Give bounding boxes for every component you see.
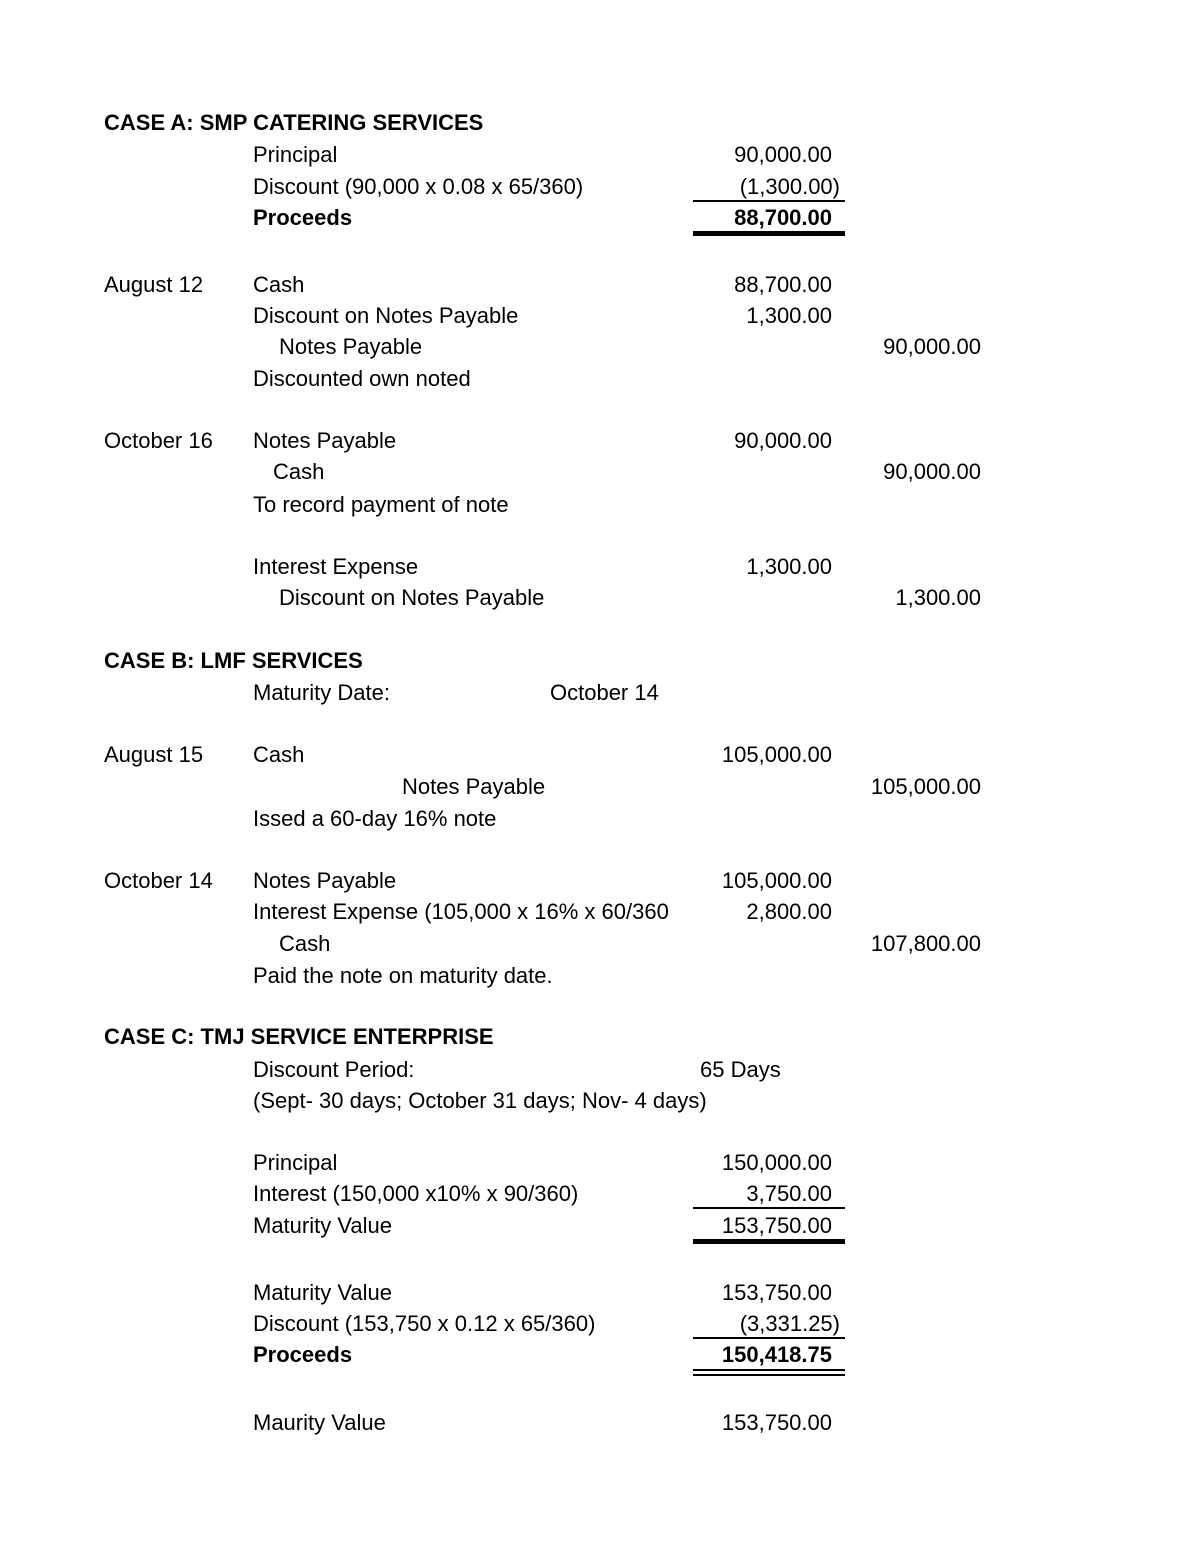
interest-label: Interest (150,000 x10% x 90/360) — [253, 1181, 579, 1206]
debit-amount: 88,700.00 — [734, 272, 832, 297]
maturity-value: 153,750.00 — [721, 1213, 832, 1238]
credit-amount: 1,300.00 — [895, 585, 981, 610]
discount-label: Discount (153,750 x 0.12 x 65/360) — [253, 1311, 596, 1336]
interest-value: 3,750.00 — [746, 1181, 832, 1206]
account-label: Notes Payable — [253, 868, 397, 893]
principal-value: 90,000.00 — [734, 142, 832, 167]
discount-label: Discount (90,000 x 0.08 x 65/360) — [253, 174, 584, 199]
underline-double-top — [693, 1369, 845, 1371]
account-label: Cash — [273, 459, 325, 484]
credit-amount: 107,800.00 — [870, 931, 981, 956]
debit-amount: 1,300.00 — [746, 554, 832, 579]
account-label: Notes Payable — [253, 428, 397, 453]
underline-single — [693, 1207, 845, 1209]
account-label: Discount on Notes Payable — [253, 303, 519, 328]
underline-double-bottom — [693, 1374, 845, 1376]
discount-period-value: 65 Days — [700, 1057, 781, 1082]
entry-memo: Discounted own noted — [253, 366, 471, 391]
entry-date: October 16 — [104, 428, 213, 453]
maturity-date-label: Maturity Date: — [253, 680, 390, 705]
underline-thick — [693, 231, 845, 236]
account-label: Notes Payable — [279, 334, 423, 359]
proceeds-label: Proceeds — [253, 1342, 353, 1367]
credit-amount: 90,000.00 — [883, 459, 981, 484]
discount-value: (3,331.25) — [739, 1311, 840, 1336]
maturity-value-label: Maturity Value — [253, 1280, 392, 1305]
debit-amount: 90,000.00 — [734, 428, 832, 453]
discount-value: (1,300.00) — [739, 174, 840, 199]
case-a-heading: CASE A: SMP CATERING SERVICES — [104, 110, 484, 135]
account-label: Interest Expense (105,000 x 16% x 60/360 — [253, 899, 669, 924]
credit-amount: 105,000.00 — [870, 774, 981, 799]
principal-value: 150,000.00 — [721, 1150, 832, 1175]
maturity-value-label: Maturity Value — [253, 1213, 392, 1238]
case-b-heading: CASE B: LMF SERVICES — [104, 648, 363, 673]
discount-period-label: Discount Period: — [253, 1057, 415, 1082]
proceeds-label: Proceeds — [253, 205, 353, 230]
entry-date: August 15 — [104, 742, 204, 767]
discount-period-note: (Sept- 30 days; October 31 days; Nov- 4 days) — [253, 1088, 707, 1113]
account-label: Cash — [279, 931, 331, 956]
principal-label: Principal — [253, 142, 338, 167]
debit-amount: 105,000.00 — [721, 742, 832, 767]
maturity-value: 153,750.00 — [721, 1410, 832, 1435]
underline-single — [693, 1337, 845, 1339]
maturity-value: 153,750.00 — [721, 1280, 832, 1305]
credit-amount: 90,000.00 — [883, 334, 981, 359]
principal-label: Principal — [253, 1150, 338, 1175]
maturity-value-label: Maurity Value — [253, 1410, 386, 1435]
debit-amount: 1,300.00 — [746, 303, 832, 328]
debit-amount: 105,000.00 — [721, 868, 832, 893]
account-label: Discount on Notes Payable — [279, 585, 545, 610]
case-c-heading: CASE C: TMJ SERVICE ENTERPRISE — [104, 1024, 494, 1049]
underline-single — [693, 200, 845, 202]
proceeds-value: 150,418.75 — [721, 1342, 832, 1367]
account-label: Notes Payable — [402, 774, 546, 799]
entry-date: October 14 — [104, 868, 213, 893]
entry-memo: To record payment of note — [253, 492, 509, 517]
account-label: Interest Expense — [253, 554, 419, 579]
maturity-date-value: October 14 — [550, 680, 659, 705]
entry-memo: Paid the note on maturity date. — [253, 963, 553, 988]
underline-thick — [693, 1239, 845, 1244]
account-label: Cash — [253, 272, 305, 297]
entry-memo: Issed a 60-day 16% note — [253, 806, 497, 831]
entry-date: August 12 — [104, 272, 204, 297]
debit-amount: 2,800.00 — [746, 899, 832, 924]
account-label: Cash — [253, 742, 305, 767]
proceeds-value: 88,700.00 — [734, 205, 832, 230]
